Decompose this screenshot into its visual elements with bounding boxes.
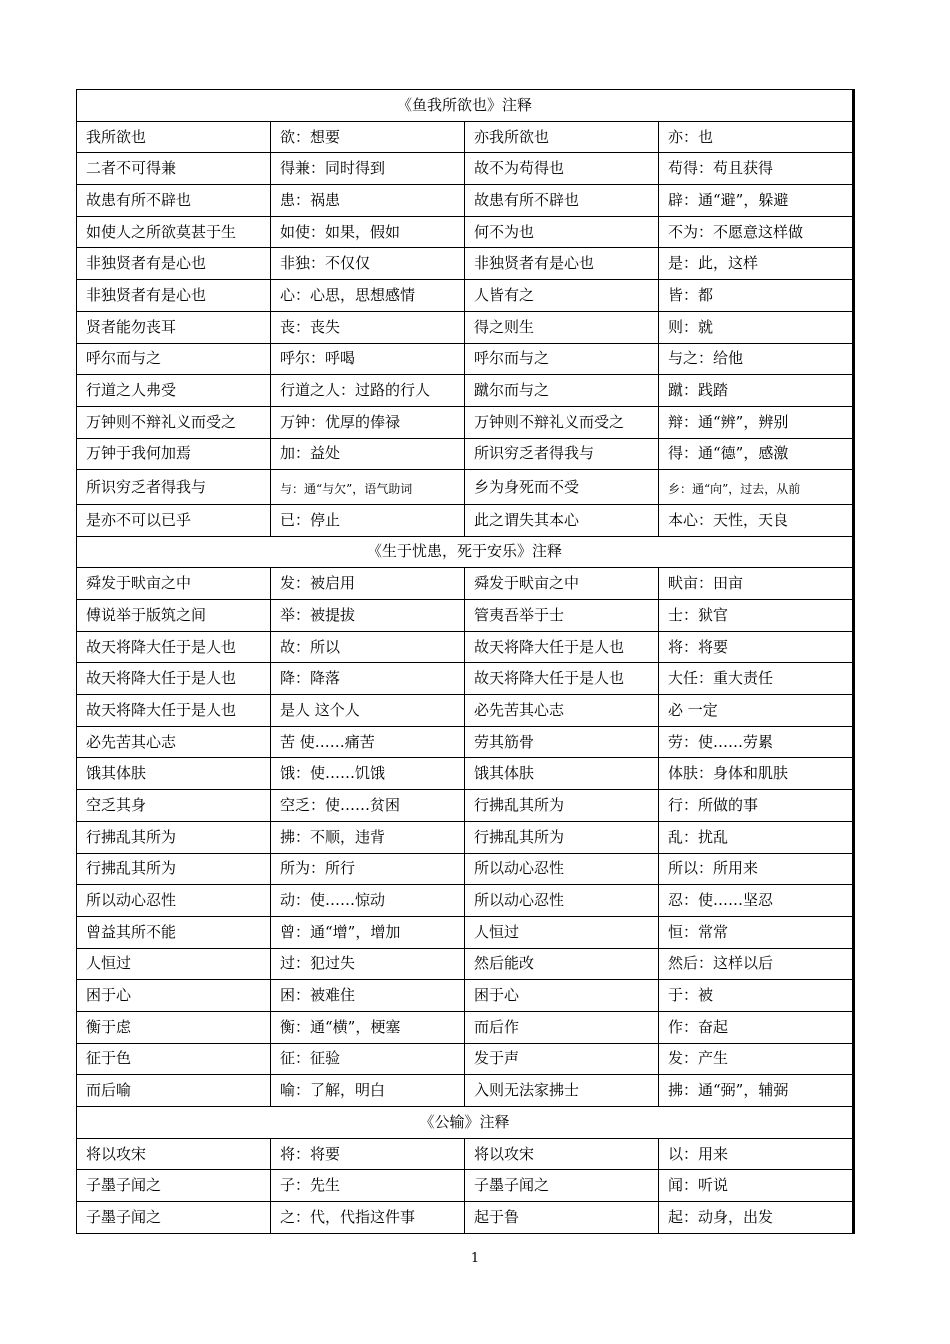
gloss-cell: 所为：所行: [271, 853, 465, 885]
phrase-cell: 空乏其身: [77, 790, 271, 822]
gloss-cell: 故：所以: [271, 631, 465, 663]
gloss-cell: 苦 使……痛苦: [271, 726, 465, 758]
gloss-cell: 作：奋起: [659, 1011, 854, 1043]
phrase-cell: 起于鲁: [465, 1202, 659, 1234]
gloss-cell: 举：被提拔: [271, 600, 465, 632]
phrase-cell: 非独贤者有是心也: [465, 248, 659, 280]
phrase-cell: 万钟则不辩礼义而受之: [465, 406, 659, 438]
phrase-cell: 我所欲也: [77, 121, 271, 153]
phrase-cell: 衡于虑: [77, 1011, 271, 1043]
gloss-cell: 困：被难住: [271, 980, 465, 1012]
phrase-cell: 曾益其所不能: [77, 916, 271, 948]
phrase-cell: 劳其筋骨: [465, 726, 659, 758]
phrase-cell: 所识穷乏者得我与: [77, 470, 271, 505]
phrase-cell: 此之谓失其本心: [465, 504, 659, 536]
gloss-cell: 亦：也: [659, 121, 854, 153]
phrase-cell: 二者不可得兼: [77, 153, 271, 185]
phrase-cell: 得之则生: [465, 311, 659, 343]
phrase-cell: 管夷吾举于士: [465, 600, 659, 632]
gloss-cell: 心：心思，思想感情: [271, 280, 465, 312]
table-row: [77, 853, 854, 885]
table-row: [77, 885, 854, 917]
table-row: [77, 663, 854, 695]
gloss-cell: 丧：丧失: [271, 311, 465, 343]
gloss-cell: 呼尔：呼喝: [271, 343, 465, 375]
phrase-cell: 饿其体肤: [77, 758, 271, 790]
table-row: [77, 568, 854, 600]
page-number: 1: [470, 1251, 480, 1266]
table-row: [77, 758, 854, 790]
gloss-cell: 衡：通“横”，梗塞: [271, 1011, 465, 1043]
annotation-table: [76, 89, 855, 1234]
phrase-cell: 行拂乱其所为: [465, 821, 659, 853]
section-title: 《生于忧患，死于安乐》注释: [77, 536, 854, 568]
phrase-cell: 傅说举于版筑之间: [77, 600, 271, 632]
table-row: [77, 375, 854, 407]
phrase-cell: 所以动心忍性: [77, 885, 271, 917]
gloss-cell: 所以：所用来: [659, 853, 854, 885]
phrase-cell: 故天将降大任于是人也: [465, 663, 659, 695]
phrase-cell: 发于声: [465, 1043, 659, 1075]
section-header-row: [77, 1107, 854, 1139]
gloss-cell: 征：征验: [271, 1043, 465, 1075]
gloss-cell: 恒：常常: [659, 916, 854, 948]
gloss-cell: 动：使……惊动: [271, 885, 465, 917]
gloss-cell: 行道之人：过路的行人: [271, 375, 465, 407]
gloss-cell: 与：通“与欠”，语气助词: [271, 470, 465, 505]
gloss-cell: 本心：天性，天良: [659, 504, 854, 536]
table-row: [77, 280, 854, 312]
phrase-cell: 将以攻宋: [465, 1138, 659, 1170]
table-row: [77, 600, 854, 632]
table-row: [77, 948, 854, 980]
gloss-cell: 欲：想要: [271, 121, 465, 153]
gloss-cell: 拂：通“弼”，辅弼: [659, 1075, 854, 1107]
gloss-cell: 行：所做的事: [659, 790, 854, 822]
table-row: [77, 504, 854, 536]
phrase-cell: 人恒过: [77, 948, 271, 980]
phrase-cell: 何不为也: [465, 216, 659, 248]
gloss-cell: 万钟：优厚的俸禄: [271, 406, 465, 438]
section-header-row: [77, 536, 854, 568]
phrase-cell: 万钟于我何加焉: [77, 438, 271, 470]
phrase-cell: 故天将降大任于是人也: [77, 663, 271, 695]
phrase-cell: 故患有所不辟也: [77, 185, 271, 217]
table-row: [77, 311, 854, 343]
gloss-cell: 苟得：苟且获得: [659, 153, 854, 185]
phrase-cell: 舜发于畎亩之中: [77, 568, 271, 600]
phrase-cell: 必先苦其心志: [77, 726, 271, 758]
gloss-cell: 于：被: [659, 980, 854, 1012]
gloss-cell: 皆：都: [659, 280, 854, 312]
table-row: [77, 631, 854, 663]
table-row: [77, 438, 854, 470]
phrase-cell: 贤者能勿丧耳: [77, 311, 271, 343]
section-title: 《鱼我所欲也》注释: [77, 90, 854, 122]
section-header-row: [77, 90, 854, 122]
gloss-cell: 体肤：身体和肌肤: [659, 758, 854, 790]
gloss-cell: 忍：使……坚忍: [659, 885, 854, 917]
gloss-cell: 发：被启用: [271, 568, 465, 600]
table-row: [77, 1170, 854, 1202]
table-row: [77, 1202, 854, 1234]
gloss-cell: 已：停止: [271, 504, 465, 536]
phrase-cell: 非独贤者有是心也: [77, 248, 271, 280]
table-row: [77, 1011, 854, 1043]
table-row: [77, 470, 854, 505]
table-row: [77, 248, 854, 280]
section-title: 《公输》注释: [77, 1107, 854, 1139]
gloss-cell: 得兼：同时得到: [271, 153, 465, 185]
gloss-cell: 降：降落: [271, 663, 465, 695]
phrase-cell: 非独贤者有是心也: [77, 280, 271, 312]
gloss-cell: 辟：通“避”，躲避: [659, 185, 854, 217]
gloss-cell: 然后：这样以后: [659, 948, 854, 980]
phrase-cell: 所以动心忍性: [465, 853, 659, 885]
phrase-cell: 然后能改: [465, 948, 659, 980]
phrase-cell: 呼尔而与之: [465, 343, 659, 375]
annotation-table-body: [77, 90, 854, 1234]
table-row: [77, 916, 854, 948]
phrase-cell: 而后喻: [77, 1075, 271, 1107]
phrase-cell: 行拂乱其所为: [77, 853, 271, 885]
gloss-cell: 乡：通“向”，过去，从前: [659, 470, 854, 505]
phrase-cell: 行拂乱其所为: [465, 790, 659, 822]
table-row: [77, 726, 854, 758]
gloss-cell: 之：代，代指这件事: [271, 1202, 465, 1234]
phrase-cell: 必先苦其心志: [465, 695, 659, 727]
phrase-cell: 征于色: [77, 1043, 271, 1075]
phrase-cell: 行道之人弗受: [77, 375, 271, 407]
gloss-cell: 曾：通“增”，增加: [271, 916, 465, 948]
phrase-cell: 饿其体肤: [465, 758, 659, 790]
gloss-cell: 则：就: [659, 311, 854, 343]
gloss-cell: 子：先生: [271, 1170, 465, 1202]
table-row: [77, 790, 854, 822]
table-row: [77, 1075, 854, 1107]
gloss-cell: 加：益处: [271, 438, 465, 470]
phrase-cell: 子墨子闻之: [465, 1170, 659, 1202]
table-row: [77, 216, 854, 248]
gloss-cell: 患：祸患: [271, 185, 465, 217]
gloss-cell: 空乏：使……贫困: [271, 790, 465, 822]
phrase-cell: 所识穷乏者得我与: [465, 438, 659, 470]
phrase-cell: 故天将降大任于是人也: [77, 631, 271, 663]
gloss-cell: 劳：使……劳累: [659, 726, 854, 758]
phrase-cell: 人皆有之: [465, 280, 659, 312]
phrase-cell: 入则无法家拂士: [465, 1075, 659, 1107]
table-row: [77, 695, 854, 727]
gloss-cell: 大任：重大责任: [659, 663, 854, 695]
gloss-cell: 过：犯过失: [271, 948, 465, 980]
table-row: [77, 980, 854, 1012]
phrase-cell: 故不为苟得也: [465, 153, 659, 185]
gloss-cell: 闻：听说: [659, 1170, 854, 1202]
gloss-cell: 不为：不愿意这样做: [659, 216, 854, 248]
table-row: [77, 821, 854, 853]
phrase-cell: 困于心: [465, 980, 659, 1012]
table-row: [77, 121, 854, 153]
gloss-cell: 喻：了解，明白: [271, 1075, 465, 1107]
gloss-cell: 起：动身，出发: [659, 1202, 854, 1234]
table-row: [77, 1138, 854, 1170]
phrase-cell: 人恒过: [465, 916, 659, 948]
table-row: [77, 185, 854, 217]
phrase-cell: 亦我所欲也: [465, 121, 659, 153]
phrase-cell: 故患有所不辟也: [465, 185, 659, 217]
gloss-cell: 将：将要: [659, 631, 854, 663]
phrase-cell: 是亦不可以已乎: [77, 504, 271, 536]
phrase-cell: 如使人之所欲莫甚于生: [77, 216, 271, 248]
gloss-cell: 辩：通“辨”，辨别: [659, 406, 854, 438]
phrase-cell: 蹴尔而与之: [465, 375, 659, 407]
phrase-cell: 乡为身死而不受: [465, 470, 659, 505]
gloss-cell: 必 一定: [659, 695, 854, 727]
gloss-cell: 拂：不顺，违背: [271, 821, 465, 853]
gloss-cell: 发：产生: [659, 1043, 854, 1075]
table-row: [77, 153, 854, 185]
gloss-cell: 非独：不仅仅: [271, 248, 465, 280]
table-row: [77, 1043, 854, 1075]
phrase-cell: 困于心: [77, 980, 271, 1012]
phrase-cell: 子墨子闻之: [77, 1170, 271, 1202]
gloss-cell: 得：通“德”，感激: [659, 438, 854, 470]
phrase-cell: 所以动心忍性: [465, 885, 659, 917]
phrase-cell: 故天将降大任于是人也: [77, 695, 271, 727]
gloss-cell: 饿：使……饥饿: [271, 758, 465, 790]
phrase-cell: 故天将降大任于是人也: [465, 631, 659, 663]
phrase-cell: 呼尔而与之: [77, 343, 271, 375]
gloss-cell: 蹴：践踏: [659, 375, 854, 407]
gloss-cell: 畎亩：田亩: [659, 568, 854, 600]
gloss-cell: 与之：给他: [659, 343, 854, 375]
table-row: [77, 343, 854, 375]
gloss-cell: 士：狱官: [659, 600, 854, 632]
phrase-cell: 将以攻宋: [77, 1138, 271, 1170]
phrase-cell: 子墨子闻之: [77, 1202, 271, 1234]
phrase-cell: 而后作: [465, 1011, 659, 1043]
table-row: [77, 406, 854, 438]
gloss-cell: 是人 这个人: [271, 695, 465, 727]
phrase-cell: 行拂乱其所为: [77, 821, 271, 853]
phrase-cell: 舜发于畎亩之中: [465, 568, 659, 600]
gloss-cell: 以：用来: [659, 1138, 854, 1170]
gloss-cell: 如使：如果，假如: [271, 216, 465, 248]
gloss-cell: 是：此，这样: [659, 248, 854, 280]
phrase-cell: 万钟则不辩礼义而受之: [77, 406, 271, 438]
gloss-cell: 乱：扰乱: [659, 821, 854, 853]
gloss-cell: 将：将要: [271, 1138, 465, 1170]
